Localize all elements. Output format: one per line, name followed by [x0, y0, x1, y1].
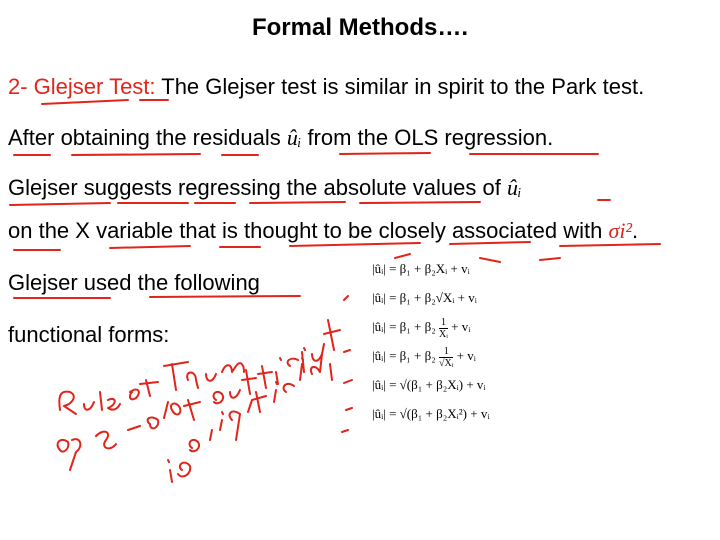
glejser-test-label: 2- Glejser Test:	[8, 74, 156, 99]
handwritten-of-slope	[58, 400, 200, 470]
glejser-intro-text: The Glejser test is similar in spirit to the Park test.	[155, 74, 645, 99]
formula-5: |ûᵢ| = √(β₁ + β₂Xᵢ) + vᵢ	[372, 377, 486, 392]
fraction-denominator: √Xᵢ	[439, 357, 454, 369]
formula-6: |ûᵢ| = √(β₁ + β₂Xᵢ²) + vᵢ	[372, 406, 490, 421]
underline-5	[14, 296, 300, 298]
glejser-formulas	[372, 254, 489, 428]
handwritten-is	[168, 460, 190, 482]
underline-1	[42, 100, 168, 104]
underline-2	[14, 153, 598, 155]
sigma-i-squared: σi²	[608, 218, 633, 243]
fraction-1-over-x	[439, 317, 448, 340]
slide-title: Formal Methods….	[251, 14, 468, 41]
formula-4-lhs: |ûᵢ| = β₁ + β₂	[372, 348, 436, 363]
line-x-variable	[8, 218, 638, 244]
period: .	[632, 218, 639, 243]
fraction-1-over-sqrt-x	[439, 346, 453, 369]
line-glejser-intro	[8, 74, 644, 100]
formula-1: |ûᵢ| = β₁ + β₂Xᵢ + vᵢ	[372, 261, 470, 276]
residuals-text-b: from the OLS regression.	[301, 125, 554, 150]
formula-3-tail: + vᵢ	[451, 319, 471, 334]
line-used-following: Glejser used the following	[8, 270, 260, 295]
fraction-numerator: 1	[443, 345, 449, 357]
fraction-denominator: Xᵢ	[439, 328, 448, 340]
line-functional-forms: functional forms:	[8, 322, 170, 347]
fraction-numerator: 1	[440, 316, 446, 328]
handwritten-sufficient	[214, 320, 340, 403]
line-glejser-suggests	[8, 175, 521, 201]
formula-3	[372, 312, 489, 341]
line-residuals	[8, 125, 553, 151]
formula-4	[372, 341, 489, 370]
suggests-text: Glejser suggests regressing the absolute values of	[8, 175, 507, 200]
u-hat-symbol: ûᵢ	[286, 125, 302, 150]
handwritten-rule-of-thumb	[59, 362, 244, 414]
formula-2: |ûᵢ| = β₁ + β₂√Xᵢ + vᵢ	[372, 290, 477, 305]
formula-3-lhs: |ûᵢ| = β₁ + β₂	[372, 319, 436, 334]
formula-4-tail: + vᵢ	[456, 348, 476, 363]
residuals-text-a: After obtaining the residuals	[8, 125, 287, 150]
handwritten-significant	[190, 354, 332, 451]
x-variable-text: on the X variable that is thought to be closely associated with	[8, 218, 609, 243]
u-hat-symbol-2: ûᵢ	[506, 175, 522, 200]
